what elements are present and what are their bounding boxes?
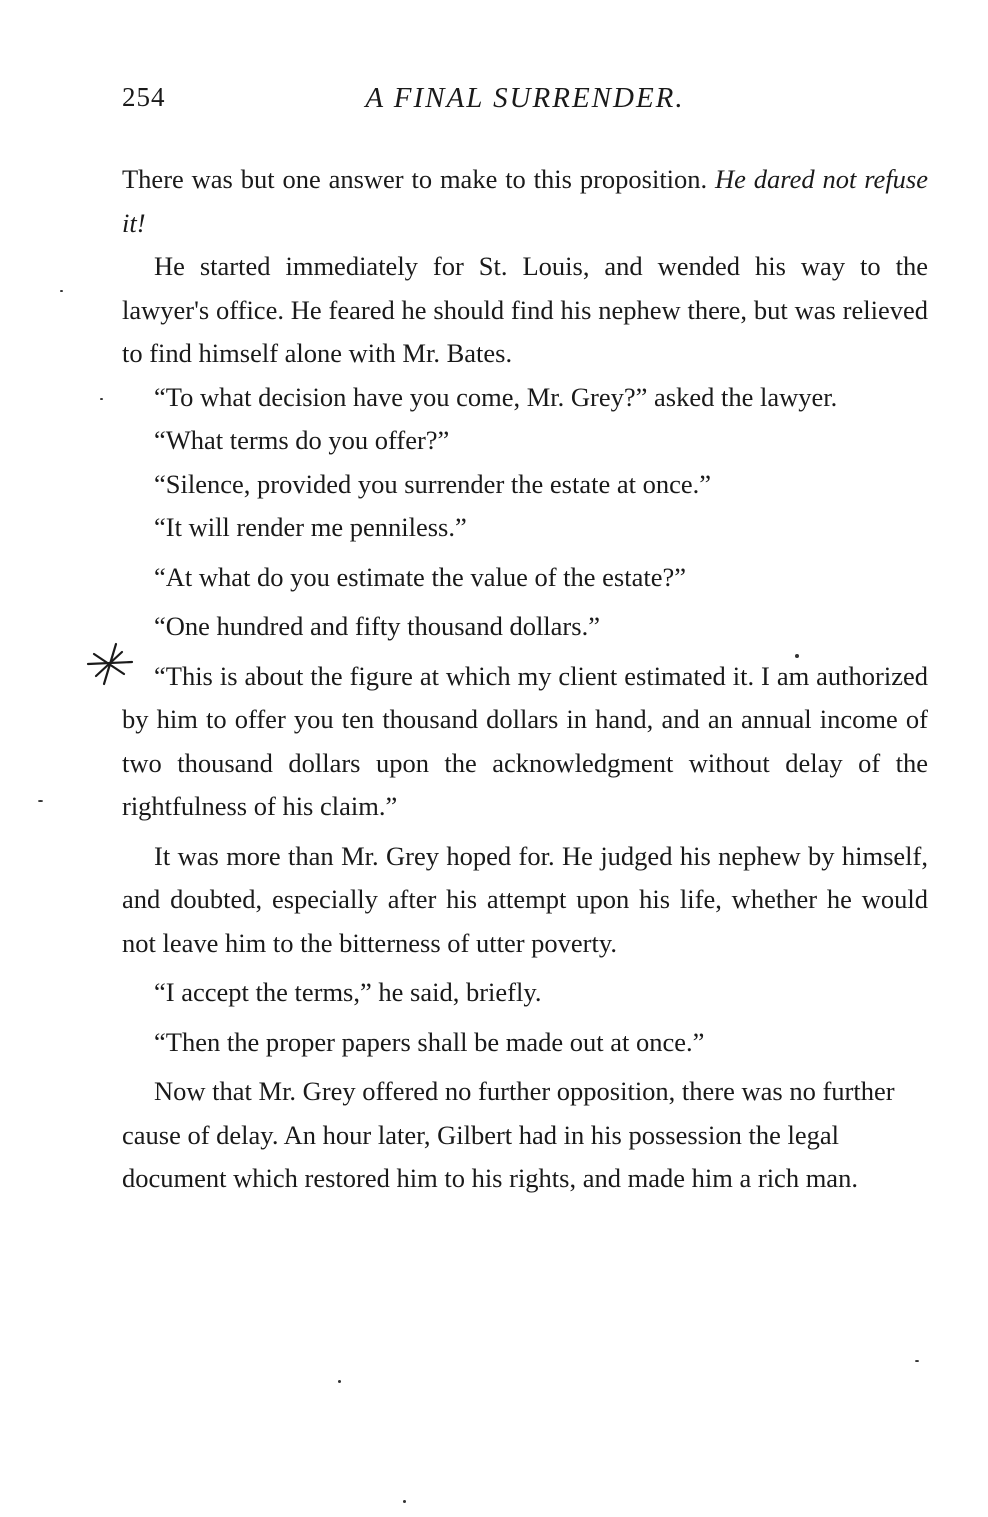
- running-title: A FINAL SURRENDER.: [365, 82, 685, 114]
- paragraph-1: [122, 158, 928, 245]
- paragraph-12: “Then the proper papers shall be made out at once.”: [154, 1026, 705, 1057]
- ink-speck: [338, 1380, 341, 1383]
- ink-speck: [795, 654, 799, 658]
- ink-speck: [403, 1500, 406, 1503]
- ink-speck: [38, 800, 43, 802]
- page-number: 254: [122, 82, 166, 112]
- paragraph-7: “At what do you estimate the value of the estate?”: [154, 561, 687, 592]
- paragraph-1-text: There was but one answer to make to this proposition.: [122, 164, 708, 194]
- asterisk-icon: [80, 632, 140, 692]
- paragraph-8: “One hundred and fifty thousand dollars.”: [154, 611, 600, 641]
- paragraph-1-italic: He dared not refuse it!: [122, 164, 929, 238]
- paragraph-11: “I accept the terms,” he said, briefly.: [154, 977, 542, 1007]
- paragraph-6: “It will render me penniless.”: [154, 512, 467, 542]
- paragraph-10: It was more than Mr. Grey hoped for. He judged his nephew by himself, and doubted, especially after his attempt upon his life, whether he would not leave him to the bitterness of utter poverty.: [122, 840, 928, 958]
- ink-speck: [60, 290, 63, 292]
- running-head: [122, 82, 928, 122]
- paragraph-4: “What terms do you offer?”: [154, 425, 450, 455]
- ink-speck: [915, 1360, 919, 1362]
- paragraph-5: “Silence, provided you surrender the estate at once.”: [154, 468, 712, 499]
- paragraph-13: Now that Mr. Grey offered no further opposition, there was no further cause of delay. An hour later, Gilbert had in his possession the legal document which restored him to his rights, and made him a rich man.: [122, 1076, 895, 1193]
- paragraph-3: “To what decision have you come, Mr. Grey?” asked the lawyer.: [154, 381, 838, 412]
- body-text: [122, 158, 928, 1201]
- ink-speck: [100, 398, 103, 400]
- paragraph-9: “This is about the figure at which my client estimated it. I am authorized by him to offer you ten thousand dollars in hand, and an annual income of two thousand dollars upon the acknowledgment without delay of the rightfulness of his claim.”: [122, 660, 928, 821]
- paragraph-2: He started immediately for St. Louis, and wended his way to the lawyer's office. He feared he should find his nephew there, but was relieved to find himself alone with Mr. Bates.: [122, 251, 928, 368]
